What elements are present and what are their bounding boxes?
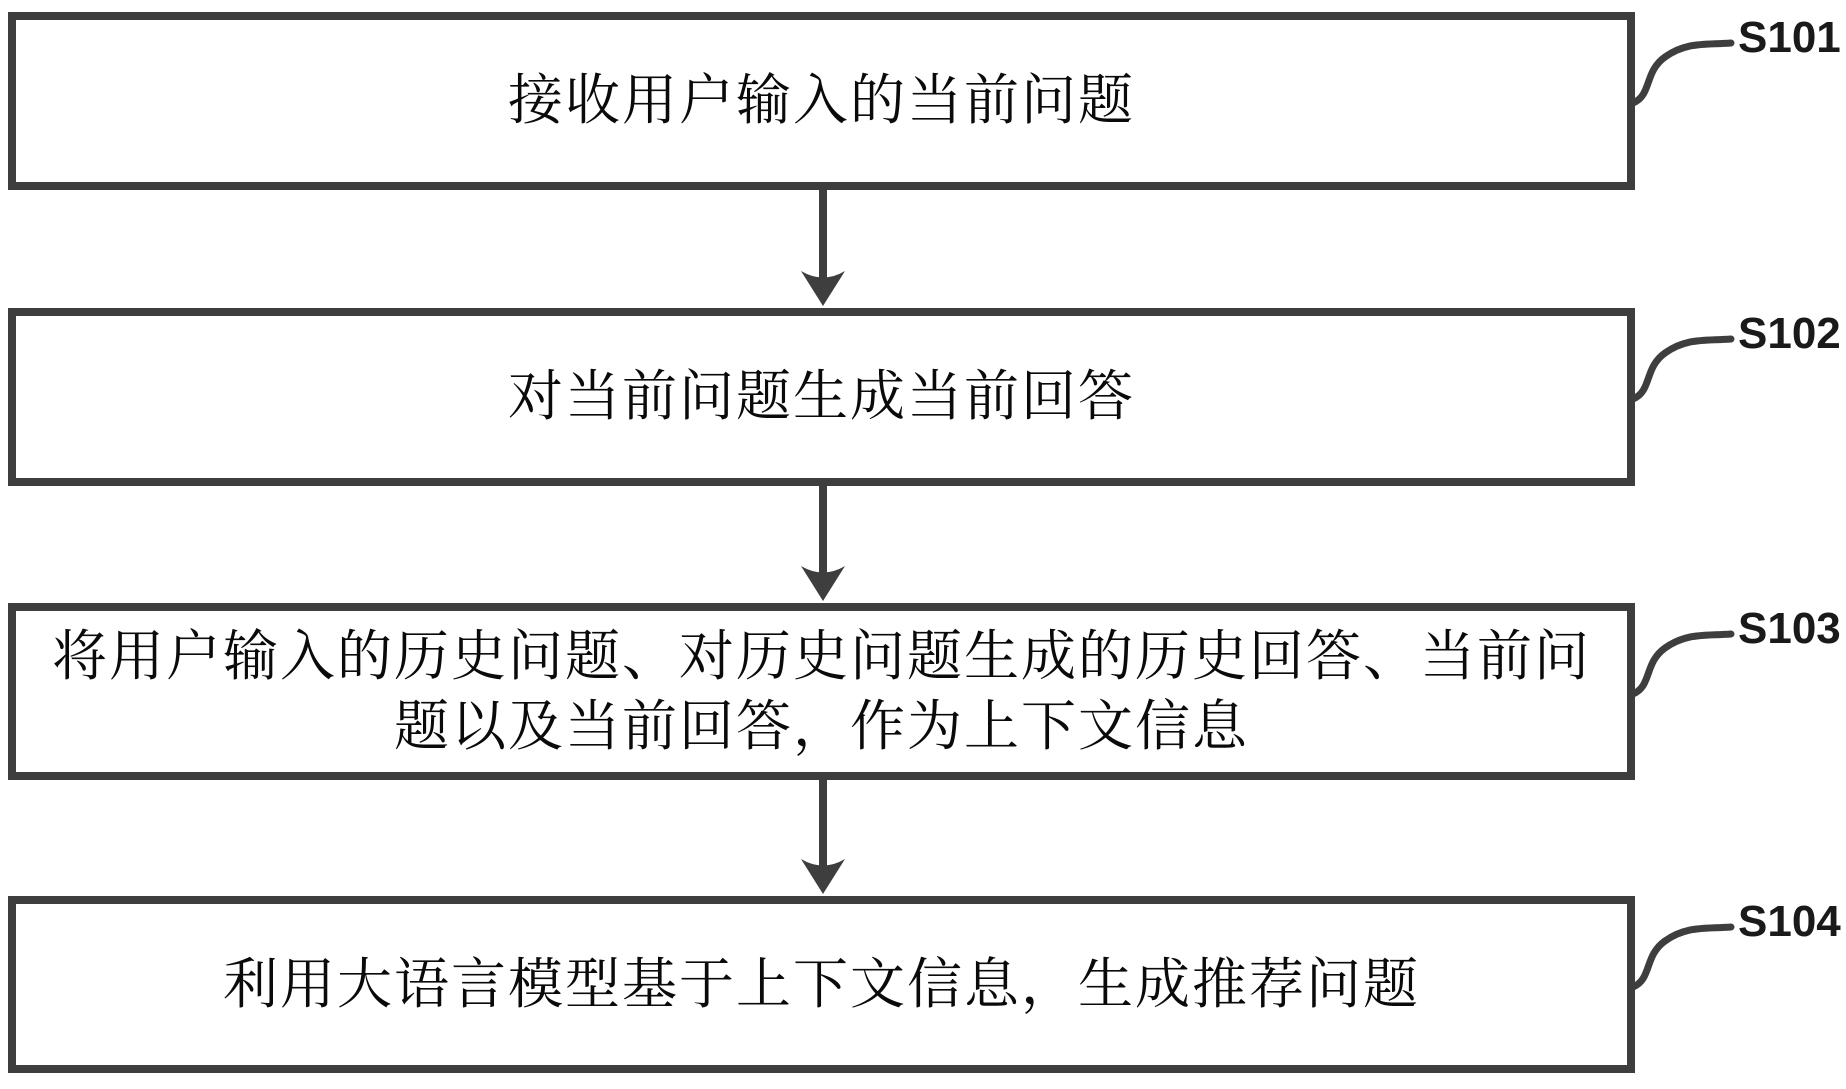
flow-step-s104-text: 利用大语言模型基于上下文信息，生成推荐问题 bbox=[222, 953, 1420, 1015]
flow-step-s103-box bbox=[8, 603, 1635, 780]
step-label-s101: S101 bbox=[1738, 13, 1841, 62]
flow-step-s102-box bbox=[8, 308, 1635, 486]
flow-step-s102-text: 对当前问题生成当前回答 bbox=[507, 366, 1135, 427]
leader-line-s104 bbox=[1633, 927, 1731, 987]
arrow-s102-to-s103 bbox=[801, 484, 845, 601]
leader-line-s102 bbox=[1633, 339, 1731, 399]
flow-step-s104-box bbox=[8, 896, 1635, 1073]
step-label-s102: S102 bbox=[1738, 309, 1841, 358]
arrow-s103-to-s104 bbox=[801, 778, 845, 894]
arrow-s101-to-s102 bbox=[801, 188, 845, 306]
leader-line-s103 bbox=[1633, 634, 1731, 694]
step-label-s103: S103 bbox=[1738, 604, 1841, 653]
flow-step-s101-box bbox=[8, 12, 1635, 190]
flow-step-s103-text-line2: 题以及当前回答，作为上下文信息 bbox=[393, 695, 1249, 757]
leader-line-s101 bbox=[1633, 43, 1731, 103]
step-label-s104: S104 bbox=[1738, 897, 1841, 946]
flow-step-s103-text-line1: 将用户输入的历史问题、对历史问题生成的历史回答、当前问 bbox=[51, 625, 1591, 687]
flow-step-s101-text: 接收用户输入的当前问题 bbox=[507, 70, 1135, 131]
